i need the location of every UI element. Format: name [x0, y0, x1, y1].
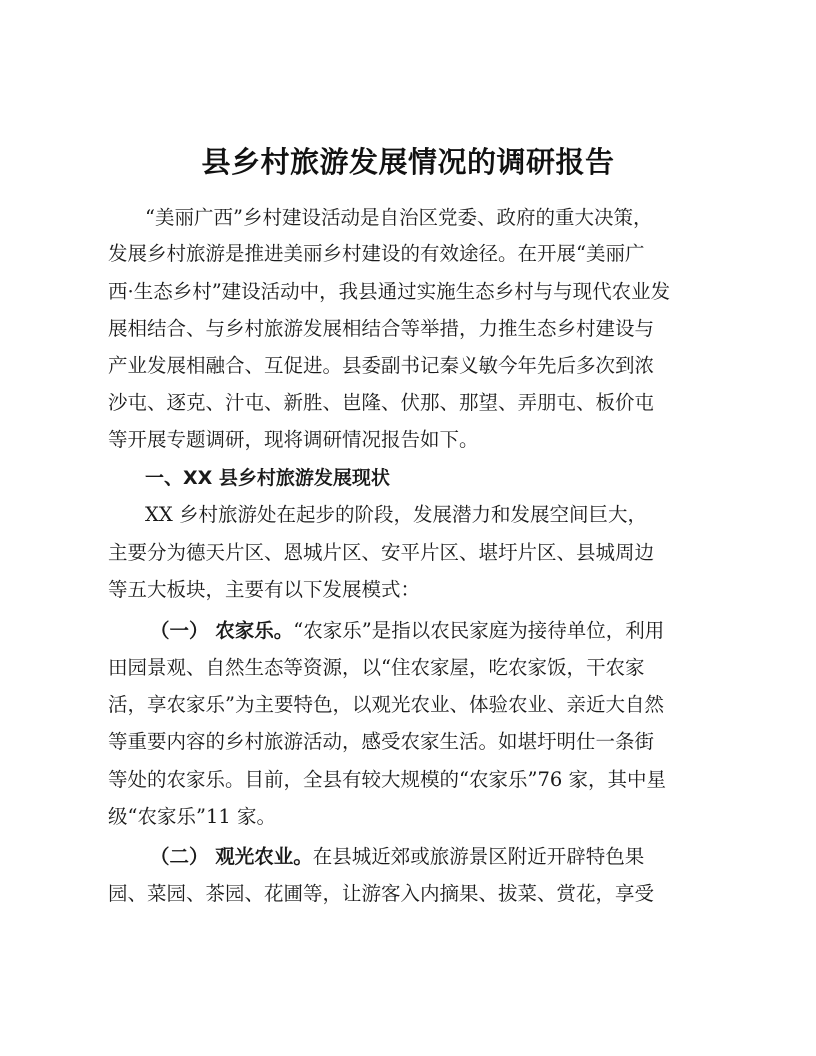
subsection-1-first-text: “农家乐”是指以农民家庭为接待单位，利用	[293, 619, 665, 642]
subsection-2-line-2: 园、菜园、茶园、花圃等，让游客入内摘果、拔菜、赏花，享受	[108, 882, 655, 905]
subsection-1-first-line	[150, 617, 664, 645]
intro-line-2: 发展乡村旅游是推进美丽乡村建设的有效途径。在开展“美丽广	[108, 242, 645, 265]
subsection-1-line-4: 等重要内容的乡村旅游活动，感受农家生活。如堪圩明仕一条街	[108, 730, 655, 753]
intro-line-1: “美丽广西”乡村建设活动是自治区党委、政府的重大决策，	[145, 206, 653, 229]
section1-line-1: XX 乡村旅游处在起步的阶段，发展潜力和发展空间巨大，	[145, 503, 647, 526]
intro-line-6: 沙屯、逐克、汁屯、新胜、岜隆、伏那、那望、弄朋屯、板价屯	[108, 391, 655, 414]
subsection-2-label: （二） 观光农业。	[150, 845, 313, 868]
subsection-1-line-3: 活，享农家乐”为主要特色，以观光农业、体验农业、亲近大自然	[108, 693, 664, 716]
subsection-1-line-6: 级“农家乐”11 家。	[108, 805, 276, 828]
intro-line-3: 西·生态乡村”建设活动中，我县通过实施生态乡村与与现代农业发	[108, 280, 671, 303]
document-title: 县乡村旅游发展情况的调研报告	[201, 145, 615, 179]
subsection-1-label: （一） 农家乐。	[150, 619, 294, 642]
section1-line-2: 主要分为德天片区、恩城片区、安平片区、堪圩片区、县城周边	[108, 541, 655, 564]
subsection-2-first-line	[150, 843, 644, 871]
intro-line-4: 展相结合、与乡村旅游发展相结合等举措，力推生态乡村建设与	[108, 317, 655, 340]
intro-line-5: 产业发展相融合、互促进。县委副书记秦义敏今年先后多次到浓	[108, 354, 655, 377]
section1-line-3: 等五大板块，主要有以下发展模式：	[108, 578, 421, 601]
section-heading-1: 一、XX 县乡村旅游发展现状	[145, 467, 390, 489]
subsection-1-line-2: 田园景观、自然生态等资源，以“住农家屋，吃农家饭，干农家	[108, 656, 645, 679]
subsection-2-first-text: 在县城近郊或旅游景区附近开辟特色果	[312, 845, 645, 868]
subsection-1-line-5: 等处的农家乐。目前，全县有较大规模的“农家乐”76 家，其中星	[108, 768, 666, 791]
intro-line-7: 等开展专题调研，现将调研情况报告如下。	[108, 428, 479, 451]
